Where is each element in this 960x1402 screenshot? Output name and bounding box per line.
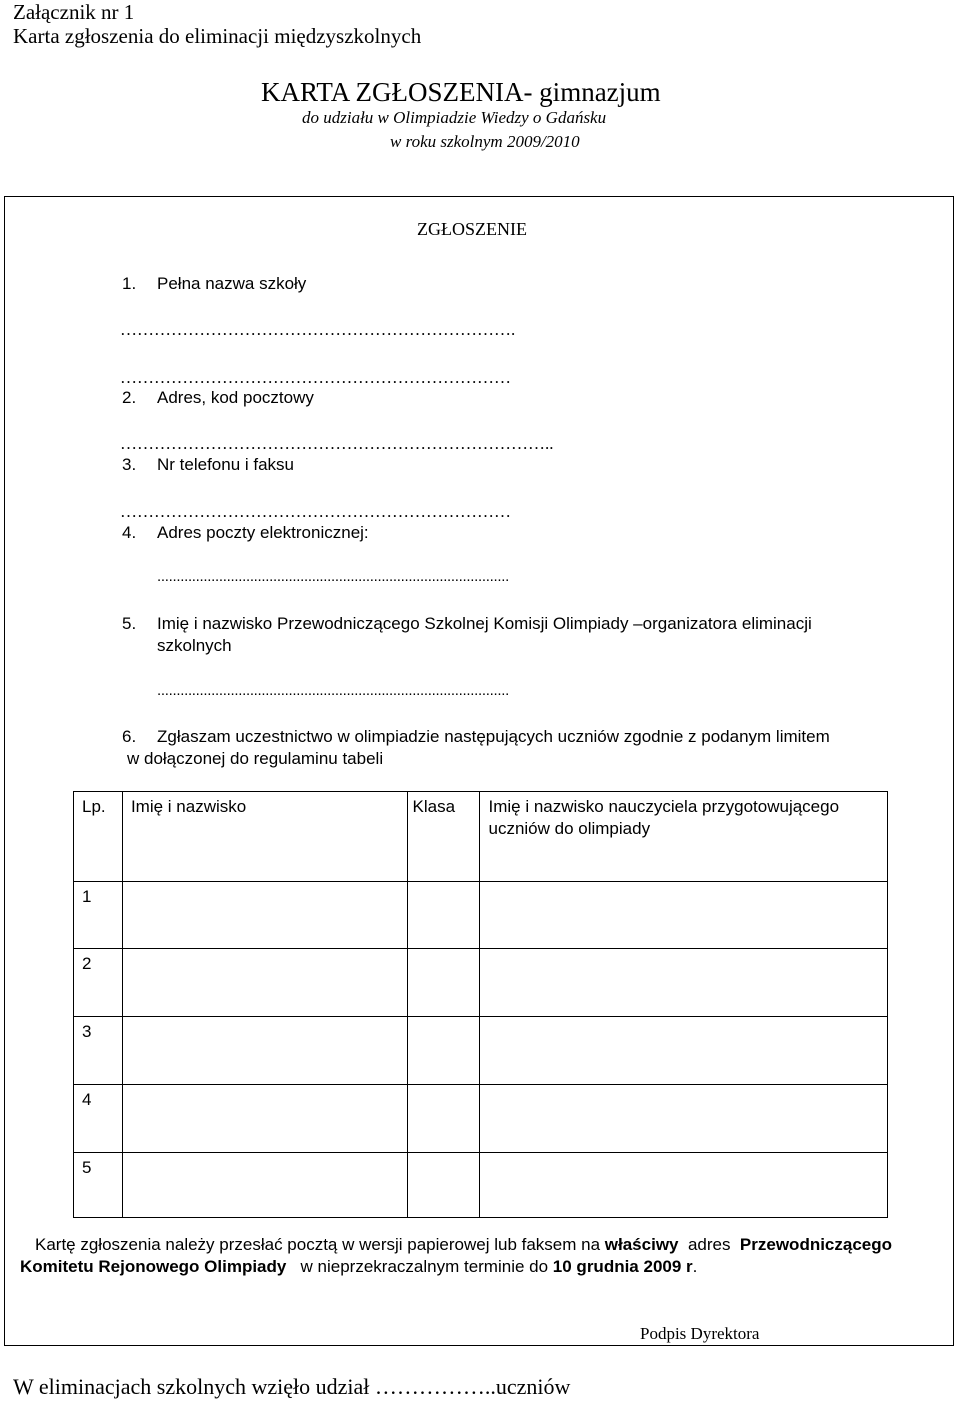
table-cell bbox=[74, 882, 123, 949]
col-header-teacher: Imię i nazwisko nauczyciela przygotowującego bbox=[488, 797, 840, 816]
signature-label: Podpis Dyrektora bbox=[640, 1324, 760, 1343]
klasa-cell[interactable] bbox=[407, 1085, 480, 1153]
notice-text: adres bbox=[678, 1235, 740, 1254]
table-row bbox=[74, 1085, 888, 1153]
page-title: KARTA ZGŁOSZENIA- gimnazjum bbox=[261, 77, 661, 107]
name-cell[interactable] bbox=[122, 1017, 407, 1085]
table-cell bbox=[74, 1085, 123, 1153]
teacher-cell[interactable] bbox=[480, 882, 888, 949]
name-cell[interactable] bbox=[122, 1085, 407, 1153]
klasa-cell[interactable] bbox=[407, 1153, 480, 1218]
table-cell[interactable] bbox=[480, 792, 888, 882]
klasa-cell[interactable] bbox=[407, 882, 480, 949]
teacher-cell[interactable] bbox=[480, 949, 888, 1017]
row-number: 2 bbox=[82, 954, 92, 973]
item-5-fill-line[interactable]: ........................................................................................... bbox=[157, 682, 509, 699]
table-cell bbox=[74, 792, 123, 882]
notice-bold: Przewodniczącego bbox=[739, 1235, 893, 1254]
item-4-fill-line[interactable]: ........................................................................................... bbox=[157, 568, 509, 585]
row-number: 1 bbox=[82, 887, 92, 906]
form-heading: ZGŁOSZENIE bbox=[417, 219, 527, 239]
notice-text: Kartę zgłoszenia należy przesłać pocztą w wersji papierowej lub faksem na bbox=[35, 1235, 605, 1254]
row-number: 5 bbox=[82, 1158, 92, 1177]
item-1-fill-line-2[interactable]: …………………………………………………………… bbox=[120, 368, 511, 387]
name-cell[interactable] bbox=[122, 882, 407, 949]
col-header-teacher-cont: uczniów do olimpiady bbox=[488, 819, 651, 838]
col-header-name: Imię i nazwisko bbox=[130, 797, 247, 816]
table-cell[interactable] bbox=[407, 792, 480, 882]
col-header-klasa: Klasa bbox=[412, 797, 456, 816]
item-5-label: Imię i nazwisko Przewodniczącego Szkolnej Komisji Olimpiady –organizatora eliminacji bbox=[157, 614, 812, 633]
table-row bbox=[74, 1153, 888, 1218]
item-5-number: 5. bbox=[122, 614, 137, 633]
table-row bbox=[74, 1017, 888, 1085]
notice-bold: właściwy bbox=[604, 1235, 679, 1254]
table-cell bbox=[74, 1153, 123, 1218]
item-3-fill-line[interactable]: …………………………………………………………… bbox=[120, 502, 511, 521]
notice-text: . bbox=[692, 1257, 698, 1276]
teacher-cell[interactable] bbox=[480, 1153, 888, 1218]
notice-line-2 bbox=[20, 1257, 697, 1277]
document-subtitle: Karta zgłoszenia do eliminacji międzyszkolnych bbox=[13, 24, 422, 48]
item-1-label: Pełna nazwa szkoły bbox=[157, 274, 307, 293]
notice-line-1 bbox=[35, 1235, 892, 1255]
table-cell bbox=[74, 1017, 123, 1085]
table-cell[interactable] bbox=[122, 792, 407, 882]
klasa-cell[interactable] bbox=[407, 1017, 480, 1085]
title-line-2: do udziału w Olimpiadzie Wiedzy o Gdańsku bbox=[302, 108, 607, 127]
notice-text: w nieprzekraczalnym terminie do bbox=[286, 1257, 553, 1276]
teacher-cell[interactable] bbox=[480, 1017, 888, 1085]
teacher-cell[interactable] bbox=[480, 1085, 888, 1153]
item-2-number: 2. bbox=[122, 388, 137, 407]
item-6-label: Zgłaszam uczestnictwo w olimpiadzie następujących uczniów zgodnie z podanym limitem bbox=[157, 727, 830, 746]
row-number: 4 bbox=[82, 1090, 92, 1109]
item-2-label: Adres, kod pocztowy bbox=[157, 388, 314, 407]
item-1-number: 1. bbox=[122, 274, 137, 293]
table-header-row bbox=[74, 792, 888, 882]
item-1-fill-line[interactable]: ……………………………………………………………. bbox=[120, 320, 516, 339]
klasa-cell[interactable] bbox=[407, 949, 480, 1017]
item-4-number: 4. bbox=[122, 523, 137, 542]
item-4-label: Adres poczty elektronicznej: bbox=[157, 523, 369, 542]
row-number: 3 bbox=[82, 1022, 92, 1041]
item-2-fill-line[interactable]: ………………………………………………………………….. bbox=[120, 434, 554, 453]
col-header-lp: Lp. bbox=[82, 797, 106, 816]
item-5-label-cont: szkolnych bbox=[157, 636, 232, 655]
table-row bbox=[74, 949, 888, 1017]
notice-bold: Komitetu Rejonowego Olimpiady bbox=[20, 1257, 287, 1276]
name-cell[interactable] bbox=[122, 1153, 407, 1218]
item-6-number: 6. bbox=[122, 727, 137, 746]
item-3-label: Nr telefonu i faksu bbox=[157, 455, 295, 474]
table-row bbox=[74, 882, 888, 949]
name-cell[interactable] bbox=[122, 949, 407, 1017]
table-cell bbox=[74, 949, 123, 1017]
students-table bbox=[73, 791, 888, 1218]
title-line-3: w roku szkolnym 2009/2010 bbox=[390, 132, 580, 151]
item-3-number: 3. bbox=[122, 455, 137, 474]
notice-bold: 10 grudnia 2009 r bbox=[552, 1257, 693, 1276]
footer-line: W eliminacjach szkolnych wzięło udział ……………..uczniów bbox=[13, 1374, 571, 1399]
attachment-label: Załącznik nr 1 bbox=[13, 0, 135, 24]
item-6-label-cont: w dołączonej do regulaminu tabeli bbox=[127, 749, 384, 768]
